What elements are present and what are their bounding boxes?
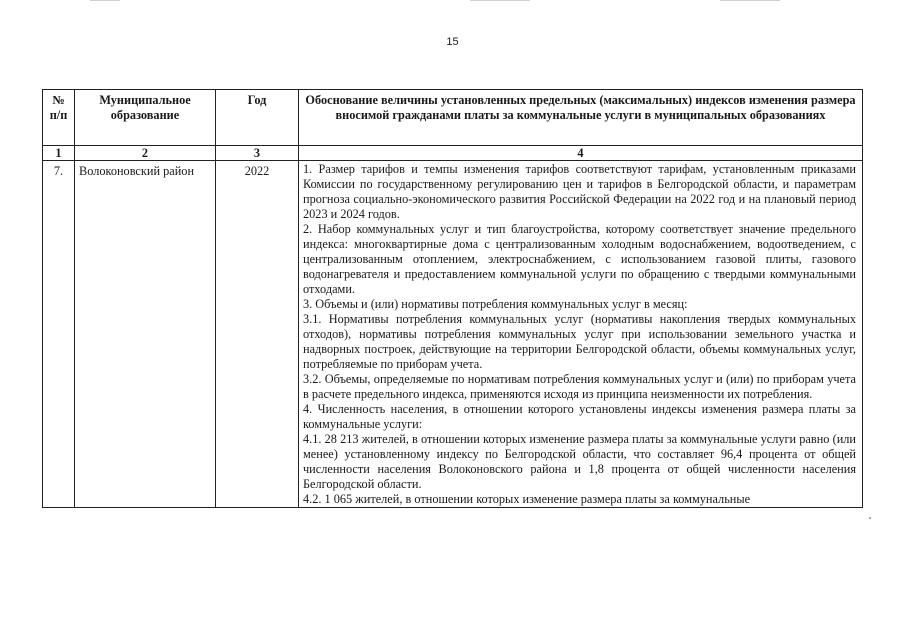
header-justification: Обоснование величины установленных предельных (максимальных) индексов изменения размера вносимой гражданами платы за коммунальные услуги в муниципальных образованиях — [299, 90, 863, 146]
paragraph: 4.2. 1 065 жителей, в отношении которых изменение размера платы за коммунальные — [303, 492, 751, 506]
scan-edge-mark — [90, 0, 120, 1]
paragraph: 1. Размер тарифов и темпы изменения тарифов соответствуют тарифам, установленным приказами Комиссии по государственному регулированию цен и тарифов в Белгородской области, и параметрам прогноза социально-экономического развития Российской Федерации на 2022 год и на плановый период 2023 и 2024 годов. — [303, 162, 856, 221]
table-header-row — [43, 90, 863, 146]
scan-speck — [869, 517, 871, 519]
row-justification — [299, 161, 863, 508]
row-year: 2022 — [216, 161, 299, 508]
paragraph: 4.1. 28 213 жителей, в отношении которых изменение размера платы за коммунальные услуги равно (или менее) установленному индексу по Белгородской области, что составляет 96,4 процента от общей численности населения Волоконовского района и 1,8 процента от общей численности населения Белгородской области. — [303, 432, 856, 491]
paragraph: 3.1. Нормативы потребления коммунальных услуг (нормативы накопления твердых коммунальных отходов), нормативы потребления коммунальных услуг при использовании земельного участка и надворных построек, действующие на территории Белгородской области, объемы коммунальных услуг, потребляемые по приборам учета. — [303, 312, 856, 371]
header-municipality: Муниципальное образование — [75, 90, 216, 146]
page-number: 15 — [446, 36, 459, 48]
scan-edge-mark — [470, 0, 530, 1]
column-number: 1 — [43, 146, 75, 161]
paragraph: 4. Численность населения, в отношении которого установлены индексы изменения размера платы за коммунальные услуги: — [303, 402, 856, 431]
tariff-index-table — [42, 89, 863, 508]
row-municipality: Волоконовский район — [75, 161, 216, 508]
header-year: Год — [216, 90, 299, 146]
table-row — [43, 161, 863, 508]
column-number: 3 — [216, 146, 299, 161]
scan-edge-mark — [720, 0, 780, 1]
column-number: 2 — [75, 146, 216, 161]
column-number: 4 — [299, 146, 863, 161]
header-num: № п/п — [43, 90, 75, 146]
row-num: 7. — [43, 161, 75, 508]
paragraph: 3.2. Объемы, определяемые по нормативам потребления коммунальных услуг и (или) по приборам учета в расчете предельного индекса, применяются исходя из принципа неизменности их потребления. — [303, 372, 856, 401]
column-number-row — [43, 146, 863, 161]
paragraph: 2. Набор коммунальных услуг и тип благоустройства, которому соответствует значение предельного индекса: многоквартирные дома с централизованным холодным водоснабжением, водоотведением, с централизованным отоплением, электроснабжением, с использованием газовой плиты, газового водонагревателя и предоставлением коммунальной услуги по обращению с твердыми коммунальными отходами. — [303, 222, 856, 296]
paragraph: 3. Объемы и (или) нормативы потребления коммунальных услуг в месяц: — [303, 297, 688, 311]
